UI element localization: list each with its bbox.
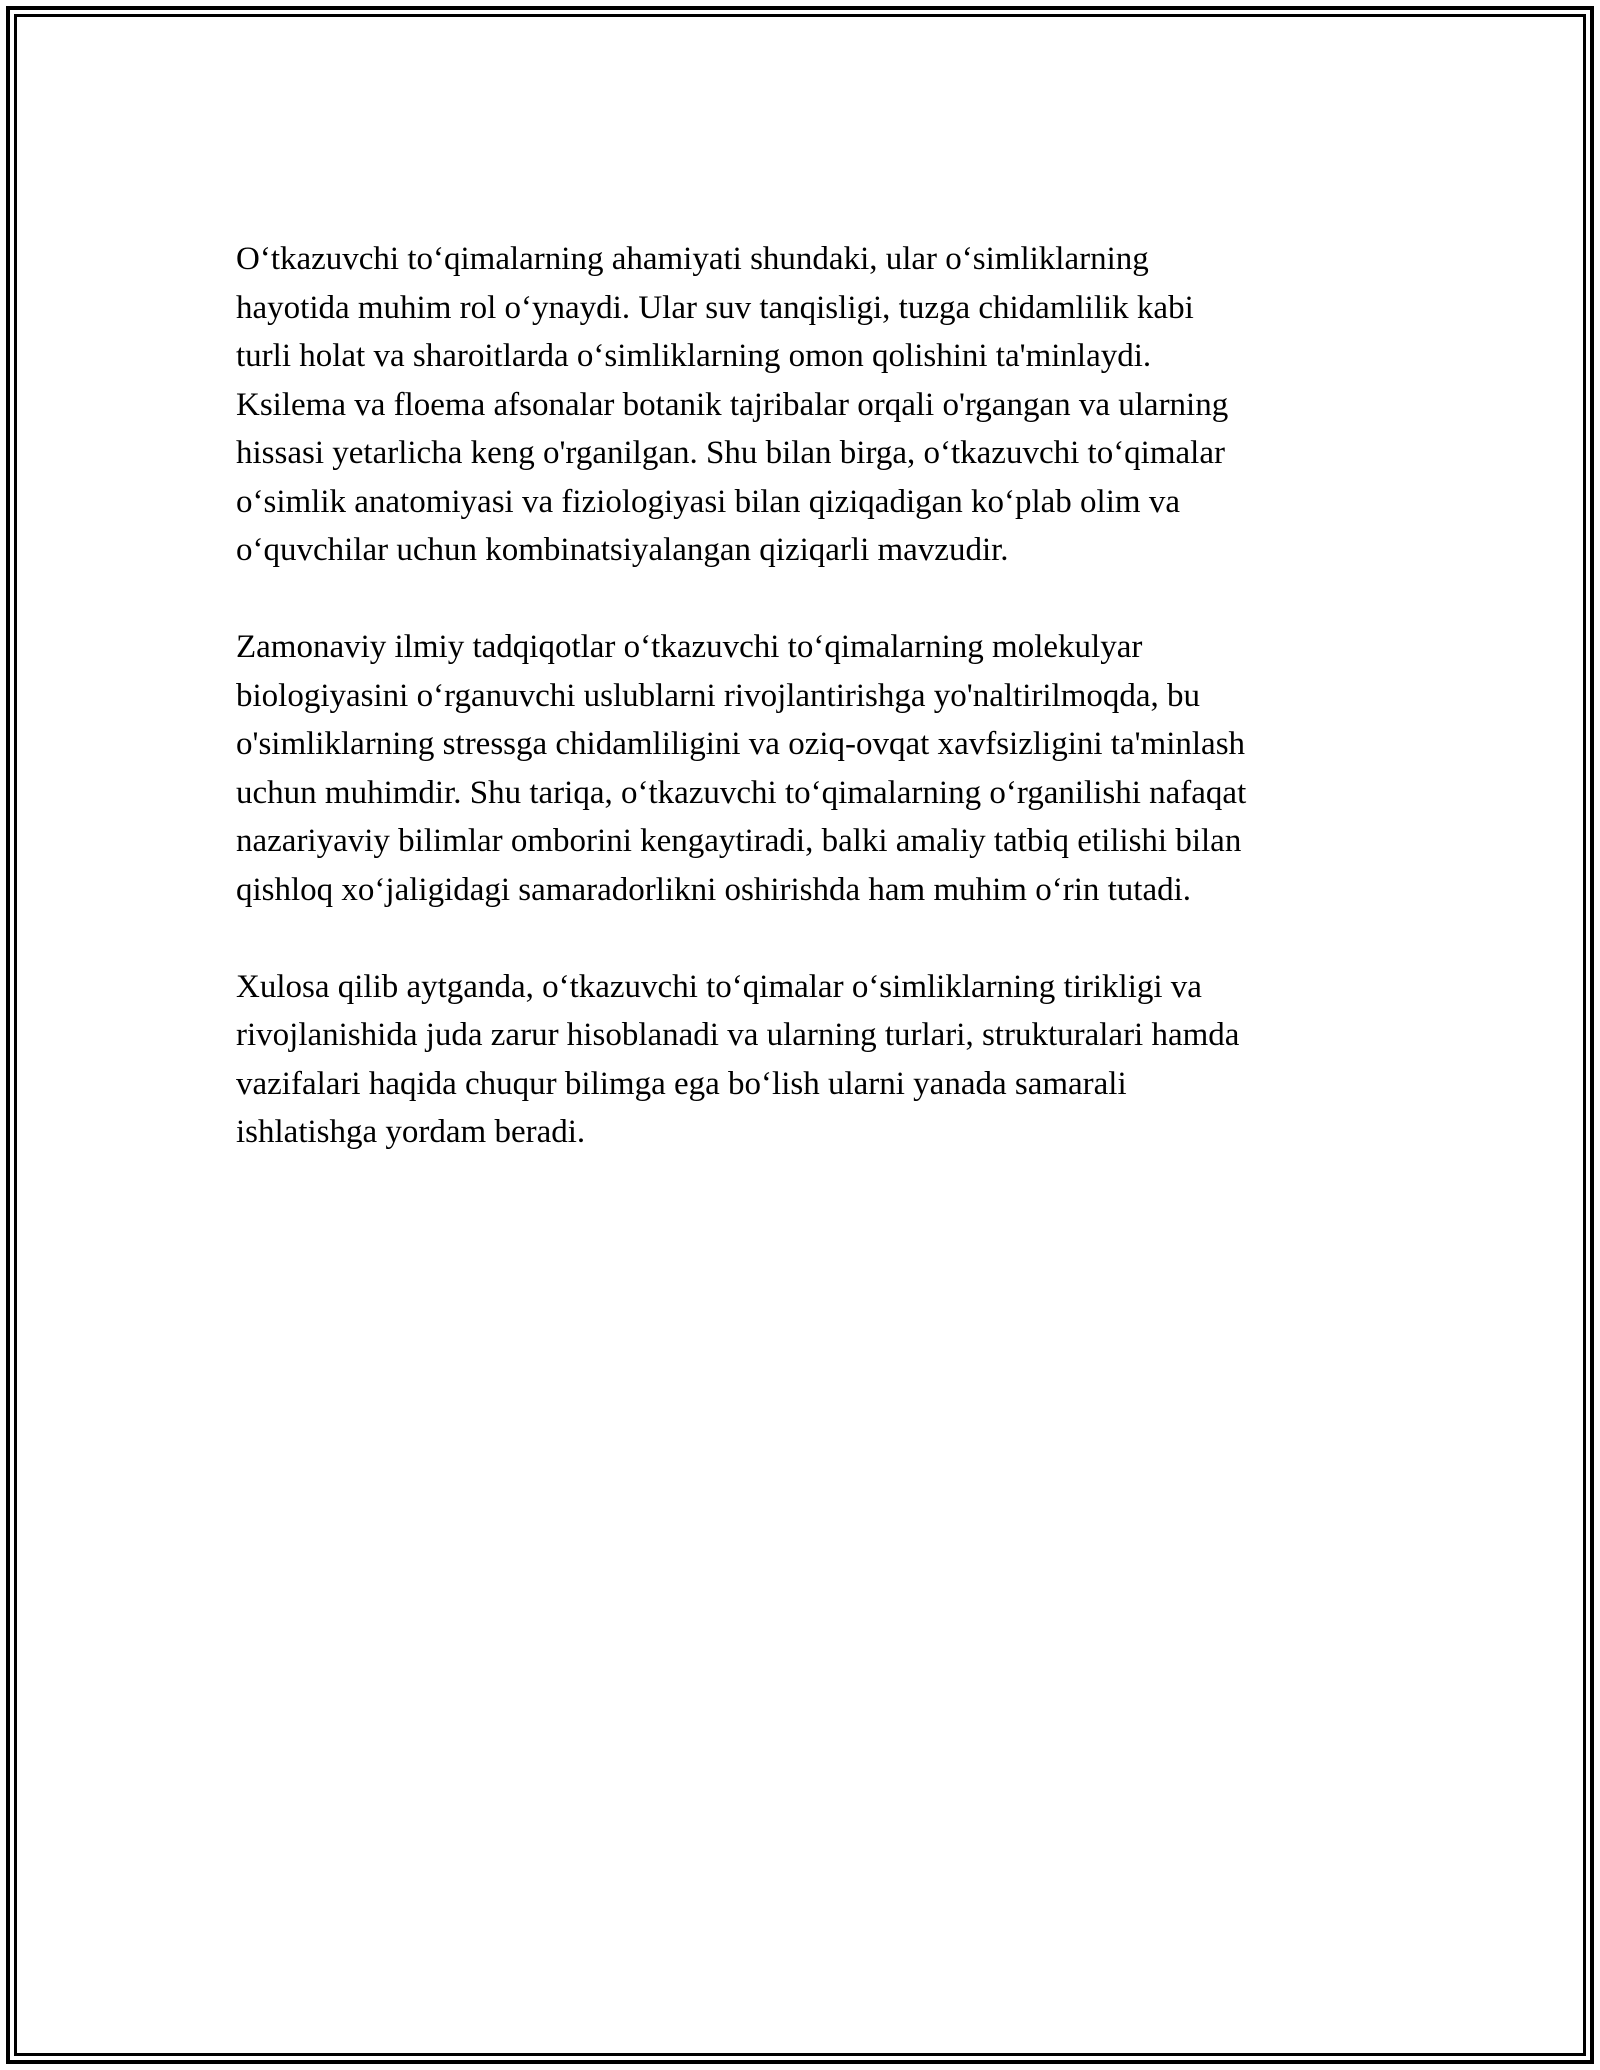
document-body: [236, 235, 1376, 1205]
text-line: o'simliklarning stressga chidamliligini va oziq-ovqat xavfsizligini ta'minlash: [236, 726, 1246, 762]
text-line: turli holat va sharoitlarda o‘simliklarning omon qolishini ta'minlaydi.: [236, 338, 1152, 374]
text-line: qishloq xo‘jaligidagi samaradorlikni oshirishda ham muhim o‘rin tutadi.: [236, 871, 1192, 908]
text-line: biologiyasini o‘rganuvchi uslublarni rivojlantirishga yo'naltirilmoqda, bu: [236, 677, 1201, 714]
paragraph-3: [236, 963, 1376, 1157]
text-line: uchun muhimdir. Shu tariqa, o‘tkazuvchi to‘qimalarning o‘rganilishi nafaqat: [236, 774, 1247, 811]
text-line: vazifalari haqida chuqur bilimga ega bo‘lish ularni yanada samarali: [236, 1065, 1127, 1102]
text-line: ishlatishga yordam beradi.: [236, 1114, 586, 1150]
paragraph-1: [236, 235, 1376, 575]
text-line: Xulosa qilib aytganda, o‘tkazuvchi to‘qimalar o‘simliklarning tirikligi va: [236, 968, 1202, 1005]
text-line: Ksilema va floema afsonalar botanik tajribalar orqali o'rgangan va ularning: [236, 386, 1229, 423]
text-line: nazariyaviy bilimlar omborini kengaytiradi, balki amaliy tatbiq etilishi bilan: [236, 823, 1242, 859]
text-line: o‘quvchilar uchun kombinatsiyalangan qiziqarli mavzudir.: [236, 532, 1009, 568]
text-line: Zamonaviy ilmiy tadqiqotlar o‘tkazuvchi to‘qimalarning molekulyar: [236, 629, 1143, 665]
text-line: hayotida muhim rol o‘ynaydi. Ular suv tanqisligi, tuzga chidamlilik kabi: [236, 289, 1194, 326]
text-line: O‘tkazuvchi to‘qimalarning ahamiyati shundaki, ular o‘simliklarning: [236, 241, 1149, 277]
text-line: o‘simlik anatomiyasi va fiziologiyasi bilan qiziqadigan ko‘plab olim va: [236, 483, 1180, 520]
text-line: rivojlanishida juda zarur hisoblanadi va ularning turlari, strukturalari hamda: [236, 1017, 1240, 1053]
text-line: hissasi yetarlicha keng o'rganilgan. Shu bilan birga, o‘tkazuvchi to‘qimalar: [236, 435, 1225, 471]
paragraph-2: [236, 623, 1376, 914]
